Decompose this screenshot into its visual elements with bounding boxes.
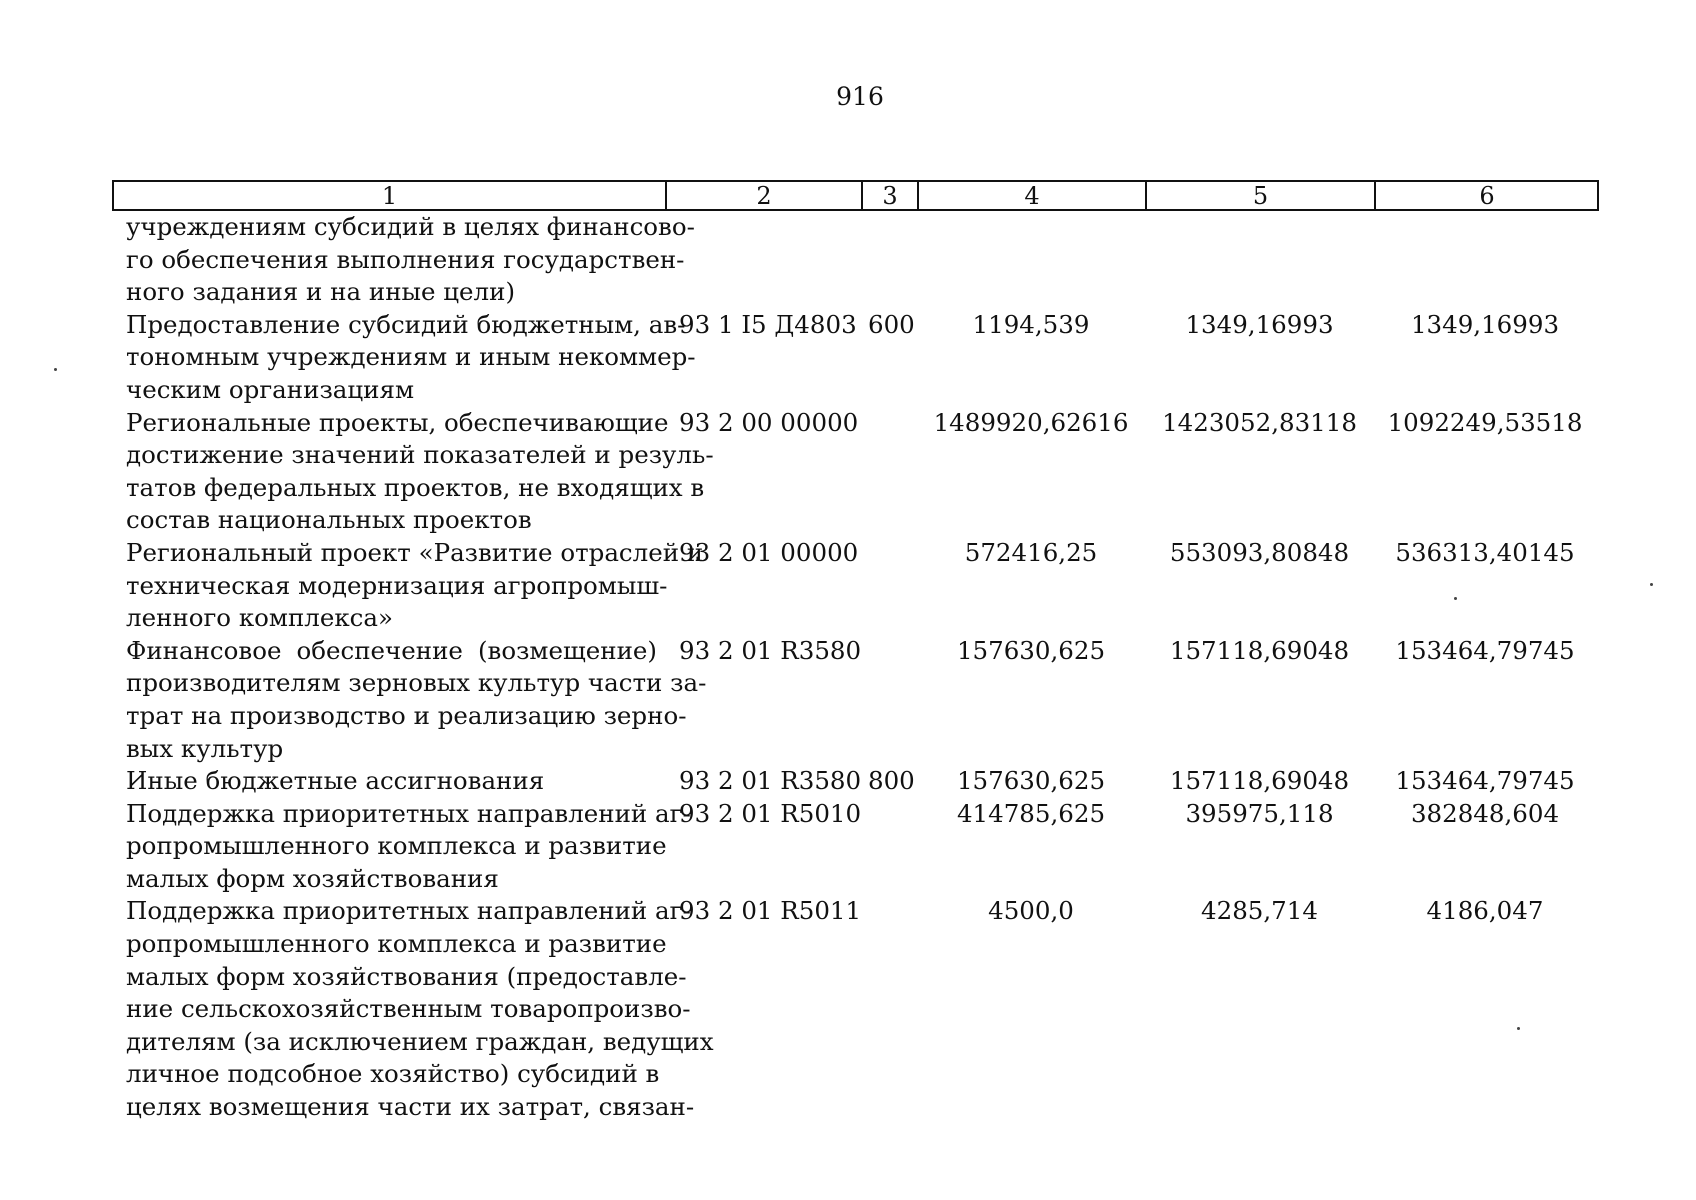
row-name-line: ропромышленного комплекса и развитие	[126, 831, 667, 861]
row-expense-type	[861, 798, 917, 896]
row-name-line: трат на производство и реализацию зерно-	[126, 700, 687, 730]
row-code: 93 2 01 R3580	[679, 635, 862, 665]
scan-speck	[1517, 1027, 1520, 1030]
row-name-line: Предоставление субсидий бюджетным, ав-	[126, 309, 686, 339]
row-value-col5	[1145, 211, 1374, 309]
row-expense-type	[861, 211, 917, 309]
row-name-line: го обеспечения выполнения государствен-	[126, 244, 685, 274]
row-name-line: ние сельскохозяйственным товаропроизво-	[126, 994, 691, 1024]
row-name-line: ропромышленного комплекса и развитие	[126, 929, 667, 959]
row-code: 93 2 01 00000	[679, 537, 859, 567]
row-name-line: Региональные проекты, обеспечивающие	[126, 407, 669, 437]
row-expense-type: 800	[868, 766, 915, 796]
row-name-line: учреждениям субсидий в целях финансово-	[126, 212, 695, 241]
row-value-col4: 1489920,62616	[933, 407, 1129, 437]
row-name-line: вых культур	[126, 733, 284, 763]
row-name-line: ленного комплекса»	[126, 603, 393, 633]
row-expense-type	[861, 895, 917, 1123]
row-name-line: ческим организациям	[126, 374, 415, 404]
row-code	[665, 211, 861, 309]
row-value-col6: 153464,79745	[1395, 766, 1575, 796]
row-name	[112, 211, 695, 309]
table-row	[112, 765, 1599, 798]
row-name-line: Региональный проект «Развитие отраслей и	[126, 537, 704, 567]
row-value-col6	[1374, 211, 1596, 309]
row-code: 93 1 I5 Д4803	[679, 309, 857, 339]
table-row	[112, 635, 1599, 765]
row-name-line: ного задания и на иные цели)	[126, 277, 516, 307]
header-col-2: 2	[667, 182, 863, 210]
row-expense-type	[861, 537, 917, 635]
header-col-3: 3	[863, 182, 919, 210]
table-row	[112, 309, 1599, 407]
budget-table	[112, 180, 1599, 1124]
header-col-6: 6	[1479, 182, 1495, 210]
header-col-4: 4	[919, 182, 1147, 210]
table-header	[112, 180, 1599, 211]
row-name-line: тономным учреждениям и иным некоммер-	[126, 342, 696, 372]
row-code: 93 2 01 R5010	[679, 798, 862, 828]
row-value-col6: 1349,16993	[1410, 309, 1560, 339]
row-name-line: целях возмещения части их затрат, связан-	[126, 1092, 695, 1122]
row-value-col5: 157118,69048	[1169, 766, 1350, 796]
header-col-5: 5	[1147, 182, 1376, 210]
row-name-line: Финансовое обеспечение (возмещение)	[126, 635, 657, 665]
row-name-line: Поддержка приоритетных направлений аг-	[126, 798, 691, 828]
scan-speck	[1650, 583, 1653, 586]
row-expense-type	[861, 635, 917, 765]
row-name	[112, 895, 714, 1123]
row-value-col4: 157630,625	[956, 635, 1106, 665]
scan-speck	[54, 368, 57, 371]
row-value-col4: 1194,539	[972, 309, 1090, 339]
row-value-col4: 414785,625	[956, 798, 1106, 828]
row-code: 93 2 00 00000	[679, 407, 859, 437]
row-code: 93 2 01 R5011	[679, 896, 862, 926]
row-value-col4: 4500,0	[988, 896, 1074, 926]
row-name	[112, 765, 665, 798]
row-name	[112, 309, 696, 407]
header-col-1: 1	[114, 182, 667, 210]
table-row	[112, 895, 1599, 1123]
table-row	[112, 211, 1599, 309]
row-value-col6: 536313,40145	[1395, 537, 1575, 567]
row-name-line: татов федеральных проектов, не входящих в	[126, 472, 705, 502]
row-name-line: техническая модернизация агропромыш-	[126, 570, 668, 600]
table-row	[112, 407, 1599, 537]
row-value-col5: 1349,16993	[1185, 309, 1334, 339]
row-value-col5: 157118,69048	[1169, 635, 1350, 665]
row-value-col5: 553093,80848	[1169, 537, 1350, 567]
row-name-line: достижение значений показателей и резуль-	[126, 440, 714, 470]
row-name	[112, 537, 704, 635]
table-row	[112, 798, 1599, 896]
row-expense-type: 600	[868, 309, 915, 339]
row-value-col6: 153464,79745	[1395, 635, 1575, 665]
row-value-col6: 1092249,53518	[1387, 407, 1583, 437]
page-number: 916	[836, 82, 884, 111]
row-name	[112, 798, 691, 896]
row-name	[112, 407, 714, 537]
row-value-col6: 382848,604	[1410, 798, 1560, 828]
row-name-line: малых форм хозяйствования	[126, 863, 499, 893]
row-name	[112, 635, 707, 765]
row-name-line: личное подсобное хозяйство) субсидий в	[126, 1059, 660, 1089]
row-value-col5: 395975,118	[1185, 798, 1334, 828]
scan-speck	[1454, 597, 1457, 600]
row-value-col4	[917, 211, 1145, 309]
row-name-line: состав национальных проектов	[126, 505, 532, 535]
row-value-col4: 157630,625	[956, 766, 1106, 796]
row-value-col5: 4285,714	[1201, 896, 1318, 926]
row-expense-type	[861, 407, 917, 537]
table-body	[112, 211, 1599, 1124]
row-name-line: дителям (за исключением граждан, ведущих	[126, 1026, 714, 1056]
row-value-col6: 4186,047	[1426, 896, 1544, 926]
row-name-line: малых форм хозяйствования (предоставле-	[126, 961, 687, 991]
row-value-col4: 572416,25	[964, 537, 1098, 567]
row-name-line: Иные бюджетные ассигнования	[126, 766, 545, 796]
row-value-col5: 1423052,83118	[1162, 407, 1357, 437]
table-row	[112, 537, 1599, 635]
row-name-line: производителям зерновых культур части за-	[126, 668, 707, 698]
row-code: 93 2 01 R3580	[679, 766, 862, 796]
row-name-line: Поддержка приоритетных направлений аг-	[126, 896, 691, 926]
